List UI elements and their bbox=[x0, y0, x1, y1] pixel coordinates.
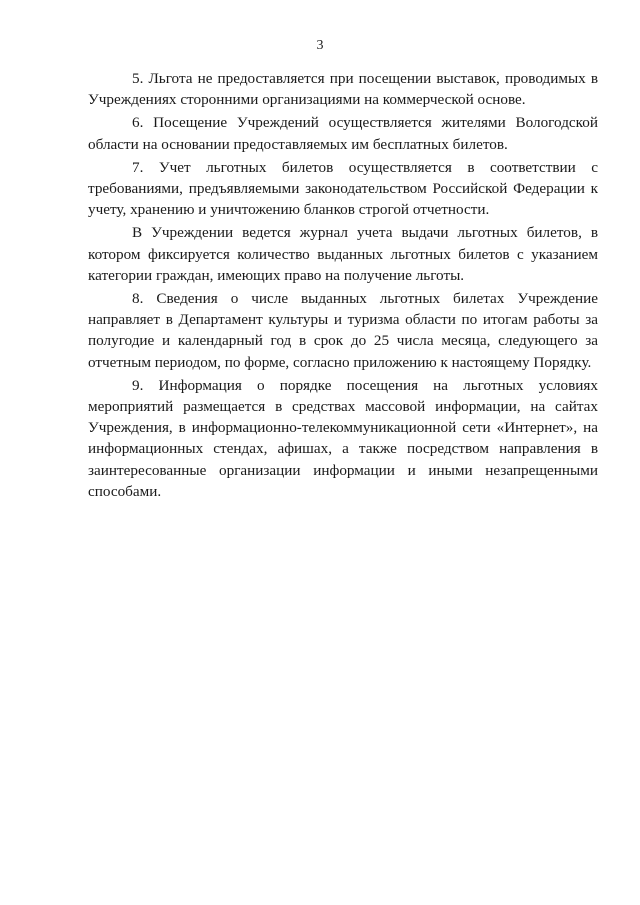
paragraph-7: 7. Учет льготных билетов осуществляется в соответствии с требованиями, предъявляемыми законодательством Российской Федерации к учету, хранению и уничтожению бланков строгой отчетности. bbox=[88, 158, 598, 219]
page-number: 3 bbox=[316, 38, 324, 53]
paragraph-8: 8. Сведения о числе выданных льготных билетах Учреждение направляет в Департамент культуры и туризма области по итогам работы за полугодие и календарный год в срок до 25 числа месяца, следующего за отчетным периодом, по форме, согласно приложению к настоящему Порядку. bbox=[88, 290, 598, 371]
paragraph-6: 6. Посещение Учреждений осуществляется жителями Вологодской области на основании предоставляемых им бесплатных билетов. bbox=[88, 114, 598, 153]
paragraph-7-journal: В Учреждении ведется журнал учета выдачи льготных билетов, в котором фиксируется количество выданных льготных билетов с указанием категории граждан, имеющих право на получение льготы. bbox=[88, 224, 598, 284]
paragraph-9: 9. Информация о порядке посещения на льготных условиях мероприятий размещается в средствах массовой информации, на сайтах Учреждения, в информационно-телекоммуникационной сети «Интернет», на информационных стендах, афишах, а также посредством направления в заинтересованные организации информации и иными незапрещенными способами. bbox=[88, 376, 598, 500]
paragraph-5: 5. Льгота не предоставляется при посещении выставок, проводимых в Учреждениях сторонними организациями на коммерческой основе. bbox=[88, 70, 598, 109]
document-body bbox=[88, 68, 598, 504]
